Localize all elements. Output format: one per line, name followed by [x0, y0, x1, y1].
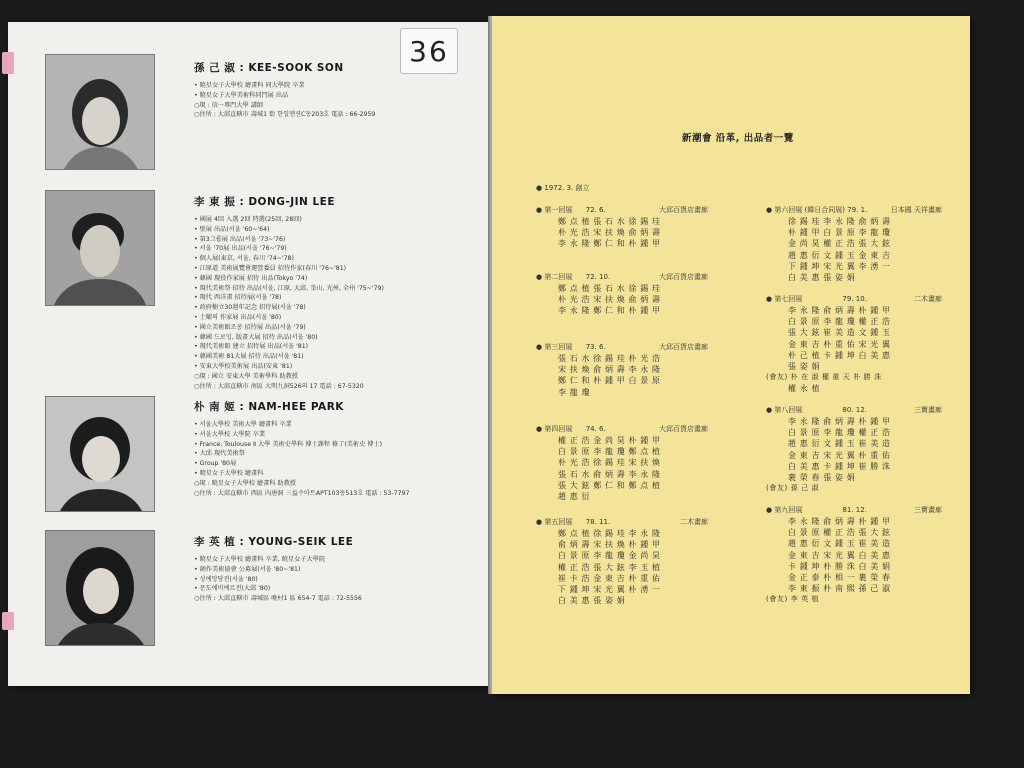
bio-line: • 서울 '70展 出品(서울 '76~'79) [194, 245, 287, 253]
bio-line: • 個人展(東京, 서울, 春川 '74~'78) [194, 255, 294, 263]
portrait-photo [45, 190, 155, 306]
bio-line: ○住所 : 大邱直轄市 壽城區 晩村1 區 654-7 電話 : 72-5556 [194, 595, 362, 603]
exhibitor-row: 白 美 惠 張 姿 娟 [788, 273, 856, 283]
exhibitor-row: 金 東 吉 朴 重 佑 宋 光 翼 [788, 339, 891, 349]
exhibitor-row: 鄭 点 植 徐 錫 珪 李 永 隆 [558, 529, 661, 538]
exhibitor-row: 李 永 隆 鄭 仁 和 朴 鍾 甲 [558, 306, 661, 316]
bio-line: • 暁星女子大學校 繪畫科 [194, 469, 264, 477]
bio-line: • 創作美術協會 公募展(서울 '80~'81) [194, 565, 301, 573]
bio-line: • 韓國美術 81大展 招待 出品(서울 '81) [194, 353, 304, 361]
exhibitor-row: 鄭 点 植 張 石 水 徐 錫 珪 [558, 217, 661, 226]
exhibitor-row: 金 東 吉 宋 光 翼 朴 重 佑 [788, 450, 891, 460]
exhibition-label: ● 第四回展 [536, 425, 573, 433]
bio-line: ○現 : 國立 安東大學 美術學科 助教授 [194, 372, 298, 380]
exhibitor-row: 權 永 植 [788, 384, 821, 394]
exhibition-venue: 三寶畫廊 [914, 406, 942, 414]
bio-line: • 現代美術館 建立 招待展 出品(서울 '81) [194, 343, 309, 351]
exhibition-block [766, 294, 942, 395]
portrait-photo [45, 54, 155, 170]
bio-line: • 江原道 美術展覽會運營委員 招待作家(春川 '76~'81) [194, 264, 347, 272]
exhibition-date: 72. 6. [585, 206, 606, 214]
artist-bio [194, 60, 474, 120]
exhibition-venue: 大邱百貨店畫廊 [659, 343, 708, 351]
exhibitor-row: 白 景 原 李 龍 瓊 權 正 浩 [788, 428, 891, 438]
exhibitor-row: 白 景 原 李 龍 瓊 鄭 点 植 [558, 447, 661, 457]
exhibition-block [536, 517, 708, 606]
exhibition-venue: 大邱百貨店畫廊 [659, 273, 708, 281]
exhibitor-row: 趙 惠 衍 [558, 492, 591, 502]
bio-line: • 서울大學校 大學院 卒業 [194, 430, 266, 438]
artist-bio [194, 194, 474, 391]
exhibitor-row: 李 龍 瓊 [558, 387, 591, 397]
exhibitor-row: 崔 卡 浩 金 東 吉 朴 重 佑 [558, 573, 661, 583]
exhibition-date: 73. 6. [585, 343, 606, 351]
exhibition-date: 80. 12. [842, 406, 867, 414]
artist-name: 李 英 植 : YOUNG-SEIK LEE [194, 536, 354, 548]
bio-line: • 暁星女子大學校 繪畫科 卒業, 暁星女子大學院 [194, 556, 326, 563]
artist-bio [194, 534, 474, 604]
exhibitor-row: 權 正 浩 金 尚 昊 朴 鍾 甲 [558, 436, 661, 445]
exhibitor-row: 張 姿 娟 [788, 362, 821, 372]
exhibitor-row: 裹 榮 春 張 姿 娟 [788, 473, 856, 483]
exhibitor-row: 徐 錫 珪 李 永 隆 俞 炳 壽 [788, 217, 891, 226]
exhibitor-row: 李 永 隆 俞 炳 壽 朴 鍾 甲 [788, 517, 891, 526]
bio-line: • 現代美術祭 招待 出品(서울, 江原, 大邱, 釜山, 光州, 全州 '75~'79) [194, 284, 384, 292]
exhibitor-row: 趙 惠 衍 文 鍾 玉 崔 美 造 [788, 439, 891, 449]
exhibition-venue: 二木畫廊 [914, 295, 942, 303]
bio-line: • Group '80展 [194, 460, 237, 468]
exhibitor-row: 金 尚 昊 權 正 浩 張 大 鉉 [788, 239, 891, 249]
exhibition-block [536, 272, 708, 317]
exhibition-venue: 日本國 天祥畫廊 [890, 206, 942, 214]
exhibitor-row: 白 景 原 李 龍 瓊 金 尚 昊 [558, 551, 661, 561]
exhibitor-row: 宋 扶 煥 俞 炳 壽 李 永 隆 [558, 365, 661, 375]
page-number-tag: 36 [400, 28, 458, 74]
artist-name: 孫 己 淑 : KEE-SOOK SON [194, 62, 344, 74]
bio-line: • 大邱 現代美術祭 [194, 450, 245, 458]
bio-line: ○現 : 暁星女子大學校 繪畫科 助教授 [194, 479, 296, 487]
bio-line: • 壁展 出品(서울 '60~'64) [194, 225, 270, 233]
exhibitor-row: 朴 光 浩 宋 扶 煥 俞 炳 壽 [558, 295, 661, 305]
portrait-photo [45, 396, 155, 512]
exhibitor-row: 金 正 泰 朴 相 一 裹 榮 春 [788, 573, 891, 583]
bio-line: • 政府樹立30週年記念 招待展(서울 '78) [194, 304, 306, 312]
bio-line: • 現代 西洋畫 招待展(서울 '78) [194, 294, 282, 302]
exhibitor-row: 李 東 振 朴 南 熙 孫 己 淑 [788, 584, 891, 594]
exhibition-label: ● 第七回展 [766, 295, 803, 303]
exhibition-block [536, 424, 708, 502]
page-title: 新潮會 沿革, 出品者一覽 [682, 133, 794, 144]
bio-line: • 韓國 現役作家展 招待 出品(Tokyo '74) [194, 274, 308, 282]
exhibitor-row: 張 大 鉉 鄭 仁 和 鄭 点 植 [558, 480, 661, 490]
bio-line: • 國展 4回 入選 2回 特選(25回, 28回) [194, 216, 302, 223]
artist-name: 朴 南 姬 : NAM-HEE PARK [194, 401, 344, 413]
bio-line: • 安東大學校美術展 出品(安東 '81) [194, 362, 293, 370]
exhibitor-row: 俞 炳 壽 宋 扶 煥 朴 鍾 甲 [558, 540, 661, 550]
exhibitor-row: 朴 光 浩 宋 扶 煥 俞 炳 壽 [558, 228, 661, 238]
exhibitor-row: 朴 光 浩 徐 錫 珪 宋 扶 煥 [558, 458, 661, 468]
exhibition-label: ● 第三回展 [536, 343, 573, 351]
exhibitor-row: (會友) 孫 己 淑 [766, 484, 820, 493]
exhibitor-row: 白 景 原 李 龍 瓊 權 正 浩 [788, 317, 891, 327]
exhibition-venue: 大邱百貨店畫廊 [659, 206, 708, 214]
exhibition-block [766, 205, 942, 283]
exhibition-block [536, 342, 708, 398]
exhibitor-row: 張 石 水 俞 炳 壽 李 永 隆 [558, 469, 661, 479]
exhibition-block [766, 405, 942, 494]
exhibition-label: ● 第二回展 [536, 273, 573, 281]
exhibitor-row: 趙 惠 衍 文 鍾 玉 金 東 吉 [788, 250, 891, 260]
exhibitor-row: 鄭 仁 和 朴 鍾 甲 白 景 原 [558, 376, 661, 386]
bio-line: • 문도에비에르전(大邱 '80) [194, 585, 271, 593]
exhibitor-row: 權 正 浩 張 大 鉉 李 玉 植 [558, 562, 661, 572]
bio-line: • 韓國 드로잉, 版畫大展 招待 出品(서울 '80) [194, 333, 318, 341]
exhibitor-row: 白 景 原 權 正 浩 張 大 鉉 [788, 528, 891, 538]
bio-line: • 國立美術館조콩 招待展 出品(서울 '79) [194, 323, 306, 331]
exhibitor-row: (會友) 朴 在 淑 權 重 天 朴 勝 洙 [766, 373, 882, 382]
exhibitor-row: 張 石 水 徐 錫 珪 朴 光 浩 [558, 354, 661, 363]
exhibitor-row: 白 美 惠 張 姿 娟 [558, 596, 626, 606]
exhibitor-row: 下 鍾 坤 宋 光 翼 李 湧 一 [788, 261, 891, 271]
exhibition-venue: 三寶畫廊 [914, 506, 942, 514]
artist-name: 李 東 振 : DONG-JIN LEE [194, 196, 336, 208]
bio-line: ○住所 : 大邱直轄市 壽城1 街 한일맨션C동203호 電話 : 66-2959 [194, 111, 376, 119]
exhibitor-row: 趙 惠 衍 文 鍾 玉 崔 美 造 [788, 539, 891, 549]
exhibitor-row: 下 鍾 坤 宋 光 翼 朴 湧 一 [558, 585, 661, 595]
exhibition-label: ● 第一回展 [536, 206, 573, 214]
bio-line: ○現 : 信一專門大學 講師 [194, 101, 264, 109]
exhibition-date: 79. 1. [847, 206, 868, 214]
bio-line: • 第3그룹展 出品(서울 '73~'76) [194, 235, 286, 243]
bio-line: • 서울大學校 美術大學 繪畫科 卒業 [194, 421, 292, 428]
exhibitor-row: (會友) 李 英 植 [766, 595, 820, 604]
exhibitor-row: 李 永 隆 俞 炳 壽 朴 鍾 甲 [788, 306, 891, 315]
exhibitor-row: 卡 鍾 坤 朴 勝 洙 白 美 娟 [788, 561, 891, 571]
bio-line: • 暁星女子大學校 繪畫科 同大學院 卒業 [194, 82, 305, 89]
exhibition-venue: 二木畫廊 [680, 518, 708, 526]
bio-line: • 土曜의 作家展 出品(서울 '80) [194, 313, 282, 321]
bookmark-tab [2, 52, 14, 74]
exhibition-date: 79. 10. [842, 295, 867, 303]
exhibitor-row: 李 永 隆 俞 炳 壽 朴 鍾 甲 [788, 417, 891, 426]
exhibitor-row: 金 東 吉 宋 光 翼 白 美 惠 [788, 550, 891, 560]
exhibition-venue: 大邱百貨店畫廊 [659, 425, 708, 433]
bio-line: • 暁星女子大學美術科同門展 出品 [194, 91, 289, 99]
exhibitor-row: 朴 鍾 甲 白 景 原 李 龍 瓊 [788, 228, 891, 238]
exhibition-block [536, 205, 708, 250]
exhibitor-row: 鄭 点 植 張 石 水 徐 錫 珪 [558, 284, 661, 293]
exhibition-block [766, 505, 942, 606]
exhibitor-row: 李 永 隆 鄭 仁 和 朴 鍾 甲 [558, 239, 661, 249]
bio-line: ○住所 : 大邱直轄市 南區 大明九洞526의 17 電話 : 67-5320 [194, 382, 364, 390]
exhibitor-row: 白 美 惠 卡 鍾 坤 崔 勝 洙 [788, 461, 891, 471]
exhibition-label: ● 第八回展 [766, 406, 803, 414]
bio-line: • 상에망당전(서울 '80) [194, 575, 258, 583]
exhibition-label: ● 第五回展 [536, 518, 573, 526]
exhibition-date: 81. 12. [842, 506, 867, 514]
bio-line: ○住所 : 大邱直轄市 西區 內唐洞 三益수마트APT103동513호 電話 : 53-7797 [194, 489, 410, 497]
exhibition-date: 74. 6. [585, 425, 606, 433]
exhibition-label: ● 第六回展 (韓日合同展) [766, 206, 846, 214]
exhibition-date: 72. 10. [585, 273, 611, 281]
portrait-photo [45, 530, 155, 646]
exhibition-label: ● 第九回展 [766, 506, 803, 514]
bookmark-tab [2, 612, 14, 630]
exhibitor-row: 張 大 鉉 崔 美 造 文 鍾 玉 [788, 328, 891, 338]
founding-line: ● 1972. 3. 創立 [536, 184, 590, 192]
exhibitor-row: 朴 己 植 卡 鍾 坤 白 美 惠 [788, 350, 891, 360]
exhibition-date: 78. 11. [585, 518, 611, 526]
artist-bio [194, 399, 474, 498]
bio-line: • France, Toulouse Ⅱ 大學 美術史學科 博士課程 修了(美術史 博士) [194, 440, 383, 448]
